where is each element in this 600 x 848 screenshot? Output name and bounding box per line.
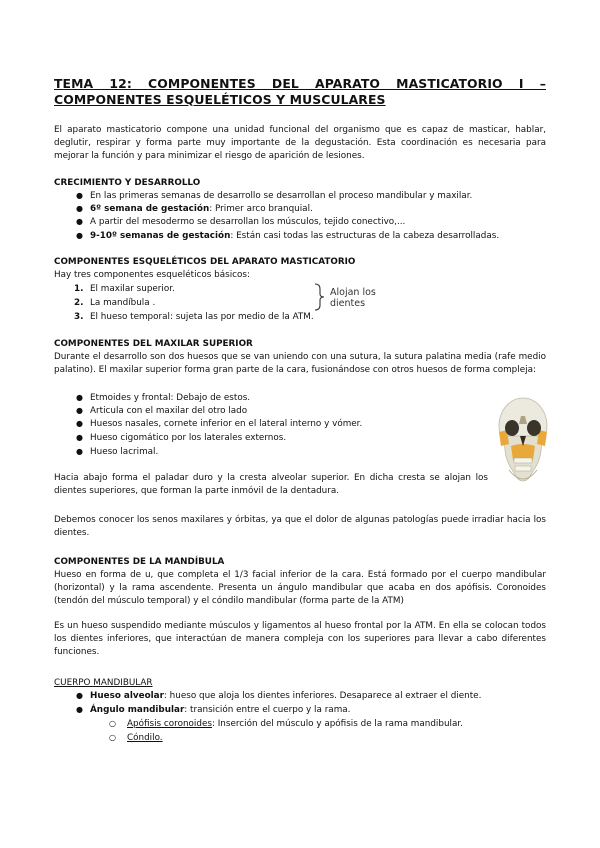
bullet-icon: ●	[76, 433, 83, 442]
paragraph: Hueso en forma de u, que completa el 1/3 facial inferior de la cara. Está formado por el cuerpo mandibular (horizontal) y la rama ascendente. Presenta un ángulo mandibular que acaba en dos apófisis. Coronoides (tendón del músculo temporal) y el cóndilo mandibular (forma parte de la ATM)	[54, 570, 546, 606]
list-item: La mandíbula .	[90, 298, 156, 308]
bullet-icon: ●	[76, 217, 83, 226]
bullet-icon: ●	[76, 705, 83, 714]
paragraph: Durante el desarrollo son dos huesos que se van uniendo con una sutura, la sutura palatina media (rafe medio palatino). El maxilar superior forma gran parte de la cara, fusionándose con otros huesos de forma compleja:	[54, 352, 546, 375]
sub-list-item: Apófisis coronoides: Inserción del músculo y apófisis de la rama mandibular.	[127, 719, 463, 729]
list-item: El hueso temporal: sujeta las por medio de la ATM.	[90, 312, 314, 322]
bullet-icon: ●	[76, 204, 83, 213]
section-heading-maxilar: COMPONENTES DEL MAXILAR SUPERIOR	[54, 339, 253, 349]
paragraph: Hacia abajo forma el paladar duro y la cresta alveolar superior. En dicha cresta se alojan los dientes superiores, que forman la parte inmóvil de la dentadura.	[54, 473, 488, 496]
bullet-icon: ●	[76, 419, 83, 428]
page-title: TEMA 12: COMPONENTES DEL APARATO MASTICATORIO I – COMPONENTES ESQUELÉTICOS Y MUSCULARES	[54, 76, 546, 107]
bullet-icon: ●	[76, 393, 83, 402]
section-heading-cuerpo: CUERPO MANDIBULAR	[54, 678, 153, 688]
section-heading-esqueleticos: COMPONENTES ESQUELÉTICOS DEL APARATO MASTICATORIO	[54, 257, 356, 267]
handwritten-note: Alojan los dientes	[330, 287, 376, 309]
bullet-icon: ●	[76, 691, 83, 700]
circle-bullet-icon: ○	[109, 719, 116, 728]
list-number: 1.	[74, 284, 84, 294]
bullet-icon: ●	[76, 191, 83, 200]
bullet-icon: ●	[76, 406, 83, 415]
lead-text: Hay tres componentes esqueléticos básicos:	[54, 270, 250, 280]
brace-icon	[312, 283, 328, 311]
list-item: Ángulo mandibular: transición entre el cuerpo y la rama.	[90, 705, 351, 715]
list-item: En las primeras semanas de desarrollo se desarrollan el proceso mandibular y maxilar.	[90, 191, 473, 201]
skull-illustration	[497, 396, 549, 486]
list-number: 2.	[74, 298, 84, 308]
section-heading-crecimiento: CRECIMIENTO Y DESARROLLO	[54, 178, 201, 188]
section-heading-mandibula: COMPONENTES DE LA MANDÍBULA	[54, 557, 225, 567]
list-item: El maxilar superior.	[90, 284, 175, 294]
list-item: Articula con el maxilar del otro lado	[90, 406, 248, 416]
list-number: 3.	[74, 312, 84, 322]
paragraph: Es un hueso suspendido mediante músculos y ligamentos al hueso frontal por la ATM. En ella se colocan todos los dientes inferiores, que interactúan de manera compleja con los superiores para llevar a cabo diferentes funciones.	[54, 621, 546, 657]
list-item: A partir del mesodermo se desarrollan los músculos, tejido conectivo,...	[90, 217, 406, 227]
list-item: Hueso alveolar: hueso que aloja los dientes inferiores. Desaparece al extraer el diente.	[90, 691, 482, 701]
list-item: 9-10º semanas de gestación: Están casi todas las estructuras de la cabeza desarrolladas.	[90, 231, 500, 241]
list-item: Huesos nasales, cornete inferior en el lateral interno y vómer.	[90, 419, 363, 429]
list-item: Etmoides y frontal: Debajo de estos.	[90, 393, 251, 403]
list-item: Hueso lacrimal.	[90, 447, 159, 457]
bullet-icon: ●	[76, 231, 83, 240]
paragraph: Debemos conocer los senos maxilares y órbitas, ya que el dolor de algunas patologías puede irradiar hacia los dientes.	[54, 515, 546, 538]
intro-paragraph: El aparato masticatorio compone una unidad funcional del organismo que es capaz de masticar, hablar, deglutir, respirar y forma parte muy importante de la degustación. Esta coordinación es necesaria para mejorar la función y para minimizar el riesgo de aparición de lesiones.	[54, 125, 546, 161]
circle-bullet-icon: ○	[109, 733, 116, 742]
list-item: Hueso cigomático por los laterales externos.	[90, 433, 287, 443]
bullet-icon: ●	[76, 447, 83, 456]
list-item: 6º semana de gestación: Primer arco branquial.	[90, 204, 313, 214]
sub-list-item: Cóndilo.	[127, 733, 163, 743]
